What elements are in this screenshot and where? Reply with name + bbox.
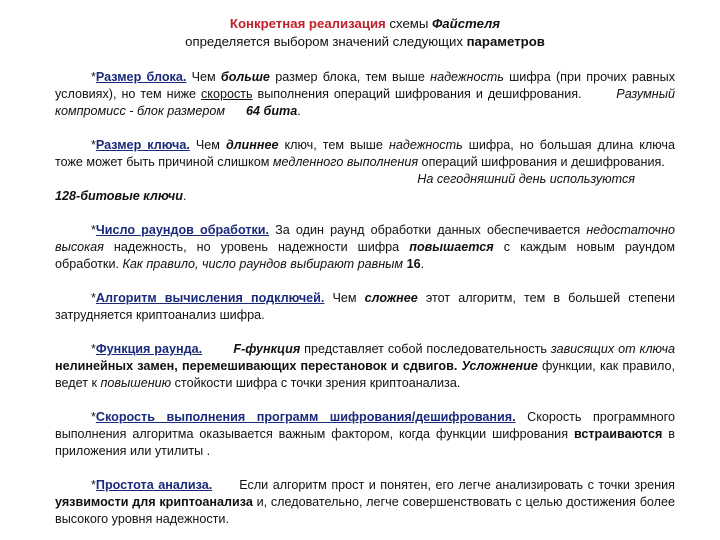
emphasis: На сегодняшний день используются [417, 172, 635, 186]
term-speed: Скорость выполнения программ шифрования/дешифрования. [95, 410, 516, 424]
title-mid: схемы [385, 16, 433, 31]
term-simplicity: Простота анализа. [95, 478, 213, 492]
text: . [297, 104, 301, 118]
text: с каждым новым раундом обработки. [55, 240, 675, 271]
emphasis: Разумный компромисс - блок размером [55, 87, 675, 118]
paragraph-key-note [55, 171, 675, 188]
bullet-star: * [91, 342, 96, 356]
bullet-star: * [91, 478, 96, 492]
text: Чем [186, 70, 221, 84]
emphasis: сложнее [364, 291, 418, 305]
title-highlight: Конкретная реализация [229, 16, 386, 31]
paragraph-key-size [55, 137, 675, 171]
text: в приложения или утилиты . [55, 427, 675, 458]
text: За один раунд обработки данных обеспечивается [269, 223, 587, 237]
text: шифра (при прочих равных условиях), но тем ниже [55, 70, 675, 101]
emphasis: надежность [388, 138, 463, 152]
emphasis: повышению [100, 376, 172, 390]
emphasis: недостаточно высокая [55, 223, 676, 254]
emphasis: 64 бита [246, 104, 298, 118]
paragraph-speed [55, 409, 675, 460]
text: этот алгоритм, тем в большей степени затрудняется криптоанализ шифра. [55, 291, 675, 322]
emphasis: нелинейных замен, перемешивающих перестановок и сдвигов. [55, 359, 458, 373]
emphasis: F-функция [233, 342, 301, 356]
text: надежность, но уровень надежности шифра [103, 240, 410, 254]
text: функции, как правило, ведет к [55, 359, 675, 390]
emphasis: длиннее [225, 138, 279, 152]
term-rounds: Число раундов обработки. [95, 223, 270, 237]
text: Скорость программного выполнения алгоритма оказывается важным фактором, когда функции шифрования [55, 410, 675, 441]
bullet-star: * [91, 70, 96, 84]
text: . [420, 257, 425, 271]
emphasis: повышается [409, 240, 494, 254]
page-subtitle [55, 33, 675, 51]
text: ключ, тем выше [278, 138, 389, 152]
emphasis: 16 [406, 257, 421, 271]
bullet-star: * [91, 410, 96, 424]
text: операций шифрования и дешифрования. [418, 155, 665, 169]
emphasis: встраиваются [573, 427, 663, 441]
term-block-size: Размер блока. [95, 70, 187, 84]
text: стойкости шифра с точки зрения криптоанализа. [171, 376, 461, 390]
text: Чем [189, 138, 226, 152]
emphasis: надежность [430, 70, 504, 84]
title-name: Файстеля [432, 16, 501, 31]
emphasis: медленного выполнения [272, 155, 419, 169]
emphasis: Как правило, число раундов выбирают равным [122, 257, 404, 271]
emphasis: Усложнение [461, 359, 538, 373]
document-page [55, 14, 675, 528]
paragraph-rounds [55, 222, 675, 273]
bullet-star: * [91, 223, 96, 237]
subtitle-bold: параметров [466, 34, 545, 49]
bullet-star: * [91, 291, 96, 305]
paragraph-round-function [55, 341, 675, 392]
text: представляет собой последовательность [300, 342, 551, 356]
emphasis: зависящих от ключа [550, 342, 675, 356]
page-title [55, 14, 675, 33]
text: и, следовательно, легче совершенствовать с целью достижения более высокого уровня надежности. [55, 495, 675, 526]
text: шифра, но большая длина ключа тоже может быть причиной слишком [55, 138, 675, 169]
emphasis: больше [220, 70, 270, 84]
term-round-function: Функция раунда. [95, 342, 203, 356]
paragraph-block-size [55, 69, 675, 120]
paragraph-key-bits [55, 188, 675, 205]
text: Если алгоритм прост и понятен, его легче анализировать с точки зрения [234, 478, 675, 492]
paragraph-simplicity [55, 477, 675, 528]
emphasis: скорость [201, 87, 253, 101]
bullet-star: * [91, 138, 96, 152]
text: размер блока, тем выше [269, 70, 431, 84]
emphasis: 128-битовые ключи [55, 189, 183, 203]
paragraph-key-schedule [55, 290, 675, 324]
subtitle-text: определяется выбором значений следующих [185, 34, 467, 49]
term-key-schedule: Алгоритм вычисления подключей. [95, 291, 325, 305]
text: выполнения операций шифрования и дешифрования. [252, 87, 582, 101]
text: . [182, 189, 187, 203]
term-key-size: Размер ключа. [95, 138, 190, 152]
emphasis: уязвимости для криптоанализа [55, 495, 253, 509]
text: Чем [324, 291, 365, 305]
